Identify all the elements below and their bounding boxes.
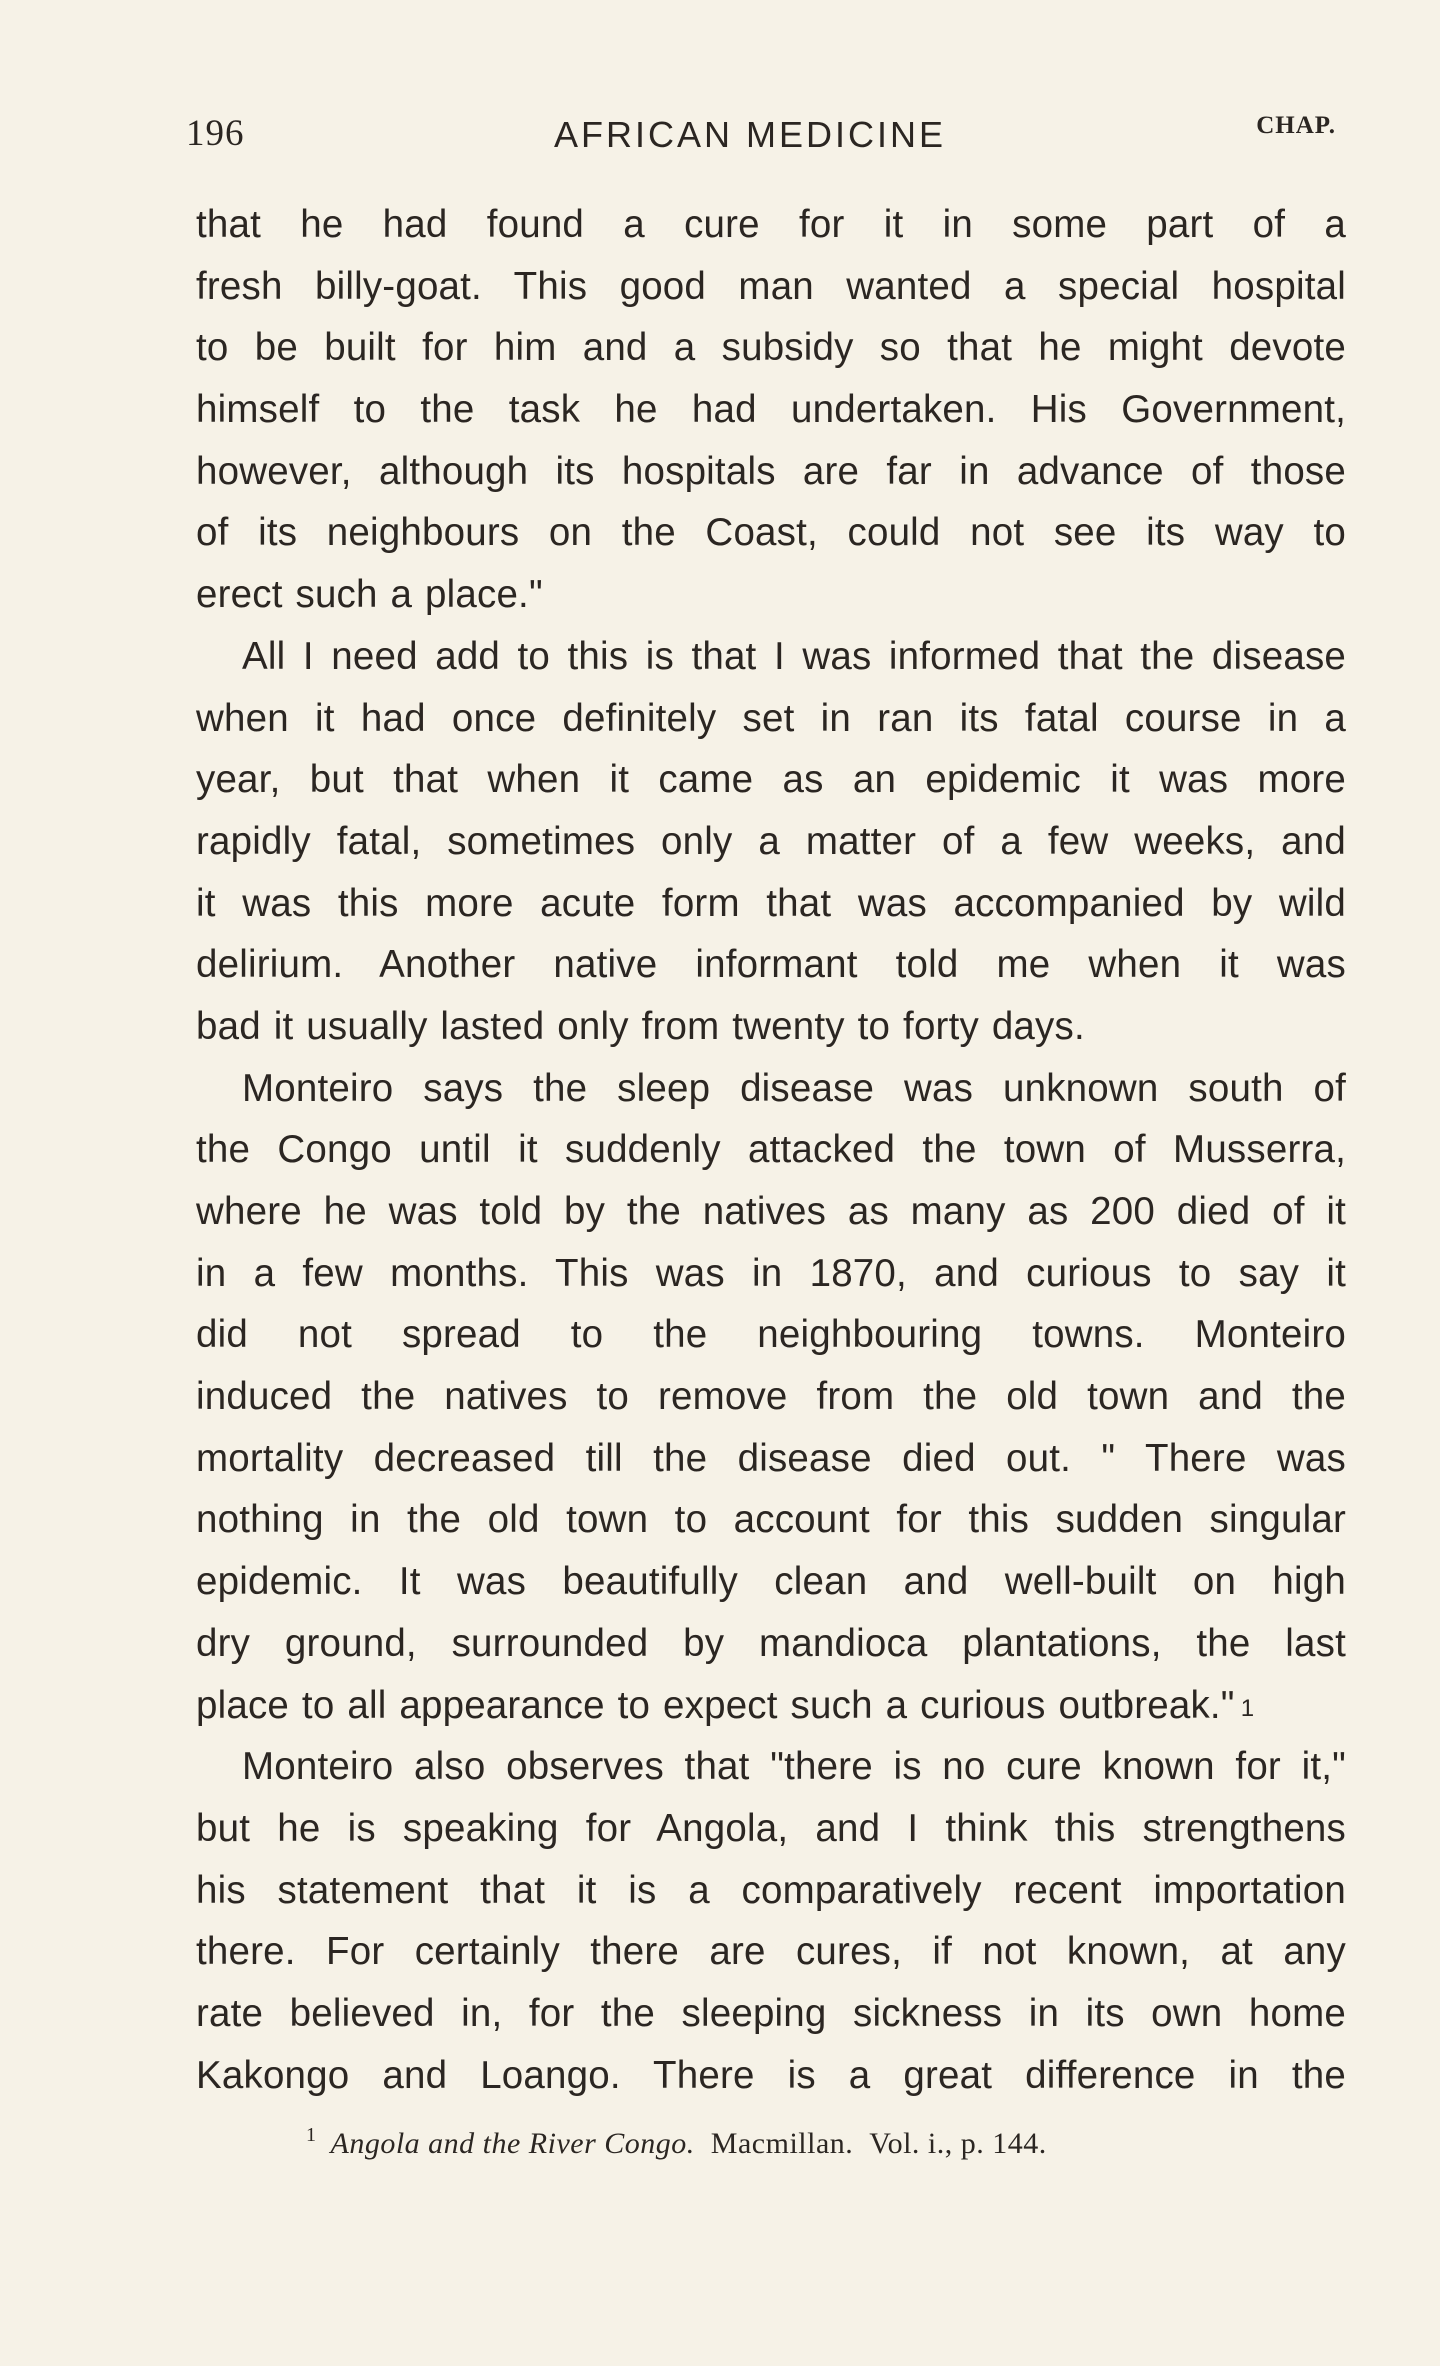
text-line: dry ground, surrounded by mandioca plantations, the last: [196, 1621, 1346, 1665]
text-line: rate believed in, for the sleeping sickness in its own home: [196, 1991, 1346, 2035]
page-number: 196: [186, 113, 245, 154]
footnote-number: 1: [306, 2124, 317, 2146]
text-line: Monteiro says the sleep disease was unknown south of: [242, 1066, 1346, 1110]
text-line: nothing in the old town to account for this sudden singular: [196, 1498, 1346, 1542]
text-line: did not spread to the neighbouring towns. Monteiro: [196, 1313, 1346, 1357]
text-line: himself to the task he had undertaken. His Government,: [196, 388, 1346, 432]
text-line: rapidly fatal, sometimes only a matter of a few weeks, and: [196, 819, 1346, 863]
text-line: fresh billy-goat. This good man wanted a special hospital: [196, 264, 1346, 308]
text-line: of its neighbours on the Coast, could not see its way to: [196, 511, 1346, 555]
footnote-publisher: Macmillan.: [710, 2127, 854, 2160]
chapter-label: CHAP.: [1256, 112, 1336, 139]
paragraph: [196, 194, 1346, 626]
text-line: bad it usually lasted only from twenty to forty days.: [196, 1004, 1085, 1048]
text-line: epidemic. It was beautifully clean and well-built on high: [196, 1560, 1346, 1604]
text-line: delirium. Another native informant told me when it was: [196, 943, 1346, 987]
paragraph: [196, 626, 1346, 1058]
text-line: Monteiro also observes that "there is no cure known for it,": [242, 1745, 1346, 1789]
footnote-marker[interactable]: 1: [1240, 1694, 1255, 1722]
text-line: mortality decreased till the disease died out. " There was: [196, 1436, 1346, 1480]
footnote-book-title: Angola and the River Congo.: [330, 2127, 695, 2160]
running-head: [186, 112, 1336, 164]
text-line: erect such a place.": [196, 573, 543, 617]
text-line: place to all appearance to expect such a curious outbreak.": [196, 1683, 1235, 1727]
text-line: All I need add to this is that I was informed that the disease: [242, 634, 1346, 678]
body-text: [196, 194, 1346, 2106]
text-line: it was this more acute form that was accompanied by wild: [196, 881, 1346, 925]
text-line: when it had once definitely set in ran its fatal course in a: [196, 696, 1346, 740]
footnote: [306, 2124, 1047, 2161]
text-line: where he was told by the natives as many as 200 died of it: [196, 1190, 1346, 1233]
text-line: to be built for him and a subsidy so that he might devote: [196, 326, 1346, 370]
text-line: that he had found a cure for it in some part of a: [196, 203, 1346, 246]
footnote-reference: Vol. i., p. 144.: [869, 2127, 1047, 2160]
text-line: his statement that it is a comparatively recent importation: [196, 1868, 1346, 1912]
text-line: there. For certainly there are cures, if not known, at any: [196, 1930, 1346, 1974]
text-line: induced the natives to remove from the old town and the: [196, 1375, 1346, 1419]
text-line: in a few months. This was in 1870, and curious to say it: [196, 1251, 1346, 1295]
text-line: Kakongo and Loango. There is a great difference in the: [196, 2053, 1346, 2097]
text-line-with-footnote: [196, 1675, 1346, 1737]
text-line: the Congo until it suddenly attacked the town of Musserra,: [196, 1128, 1346, 1172]
text-line: but he is speaking for Angola, and I think this strengthens: [196, 1806, 1346, 1850]
book-title: AFRICAN MEDICINE: [554, 114, 947, 155]
text-line: however, although its hospitals are far in advance of those: [196, 449, 1346, 493]
text-line: year, but that when it came as an epidemic it was more: [196, 758, 1346, 802]
paragraph: [196, 1058, 1346, 1737]
paragraph: [196, 1736, 1346, 2106]
